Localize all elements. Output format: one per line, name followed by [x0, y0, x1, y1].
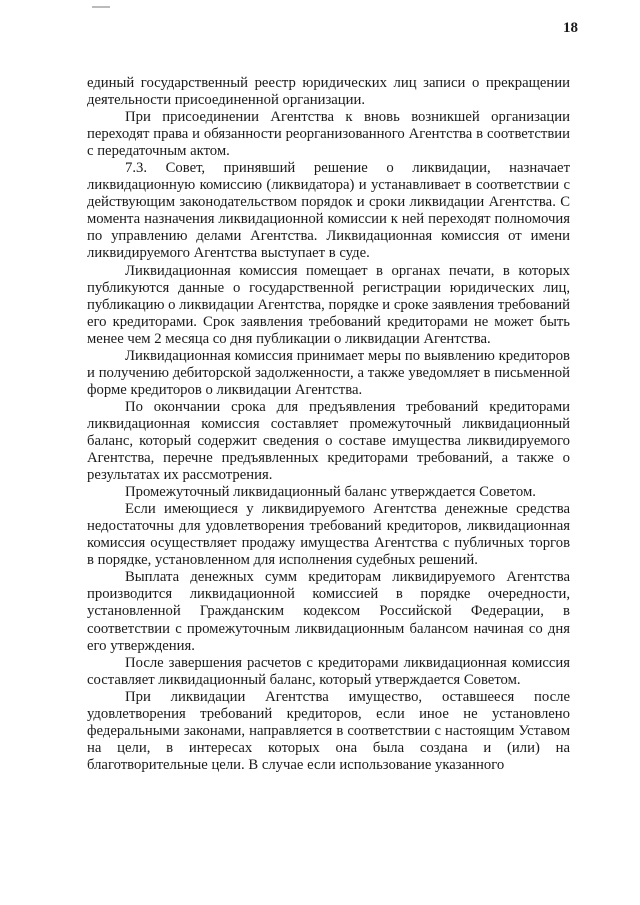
paragraph: При присоединении Агентства к вновь возникшей организации переходят права и обязанности реорганизованного Агентства в соответствии с передаточным актом. — [87, 109, 570, 160]
paragraph: Ликвидационная комиссия помещает в органах печати, в которых публикуются данные о государственной регистрации юридических лиц, публикацию о ликвидации Агентства, порядке и сроке заявления требований его кредиторами. Срок заявления требований кредиторами не может быть менее чем 2 месяца со дня публикации о ликвидации Агентства. — [87, 262, 570, 347]
paragraph: Если имеющиеся у ликвидируемого Агентства денежные средства недостаточны для удовлетворения требований кредиторов, ликвидационная комиссия осуществляет продажу имущества Агентства с публичных торгов в порядке, установленном для исполнения судебных решений. — [87, 501, 570, 569]
paragraph: Промежуточный ликвидационный баланс утверждается Советом. — [125, 484, 536, 501]
page-number: 18 — [563, 20, 578, 36]
paragraph-section-7-3: 7.3. Совет, принявший решение о ликвидации, назначает ликвидационную комиссию (ликвидатора) и устанавливает в соответствии с действующим законодательством порядок и сроки ликвидации Агентства. С момента назначения ликвидационной комиссии к ней переходят полномочия по управлению делами Агентства. Ликвидационная комиссия от имени ликвидируемого Агентства выступает в суде. — [87, 160, 570, 262]
paragraph: По окончании срока для предъявления требований кредиторами ликвидационная комиссия составляет промежуточный ликвидационный баланс, который содержит сведения о составе имущества ликвидируемого Агентства, перечне предъявленных кредиторами требований, а также о результатах их рассмотрения. — [87, 398, 570, 484]
paragraph: При ликвидации Агентства имущество, оставшееся после удовлетворения требований кредиторов, если иное не установлено федеральными законами, направляется в соответствии с настоящим Уставом на цели, в интересах которых она была создана и (или) на благотворительные цели. В случае если использование указанного — [87, 688, 570, 773]
paragraph: Ликвидационная комиссия принимает меры по выявлению кредиторов и получению дебиторской задолженности, а также уведомляет в письменной форме кредиторов о ликвидации Агентства. — [87, 347, 570, 398]
document-body — [87, 75, 570, 774]
scan-artifact — [92, 6, 110, 8]
paragraph-continuation: единый государственный реестр юридических лиц записи о прекращении деятельности присоединенной организации. — [87, 75, 570, 109]
paragraph: После завершения расчетов с кредиторами ликвидационная комиссия составляет ликвидационный баланс, который утверждается Советом. — [87, 654, 570, 688]
paragraph: Выплата денежных сумм кредиторам ликвидируемого Агентства производится ликвидационной комиссией в порядке очередности, установленной Гражданским кодексом Российской Федерации, в соответствии с промежуточным ликвидационным балансом начиная со дня его утверждения. — [87, 569, 570, 654]
